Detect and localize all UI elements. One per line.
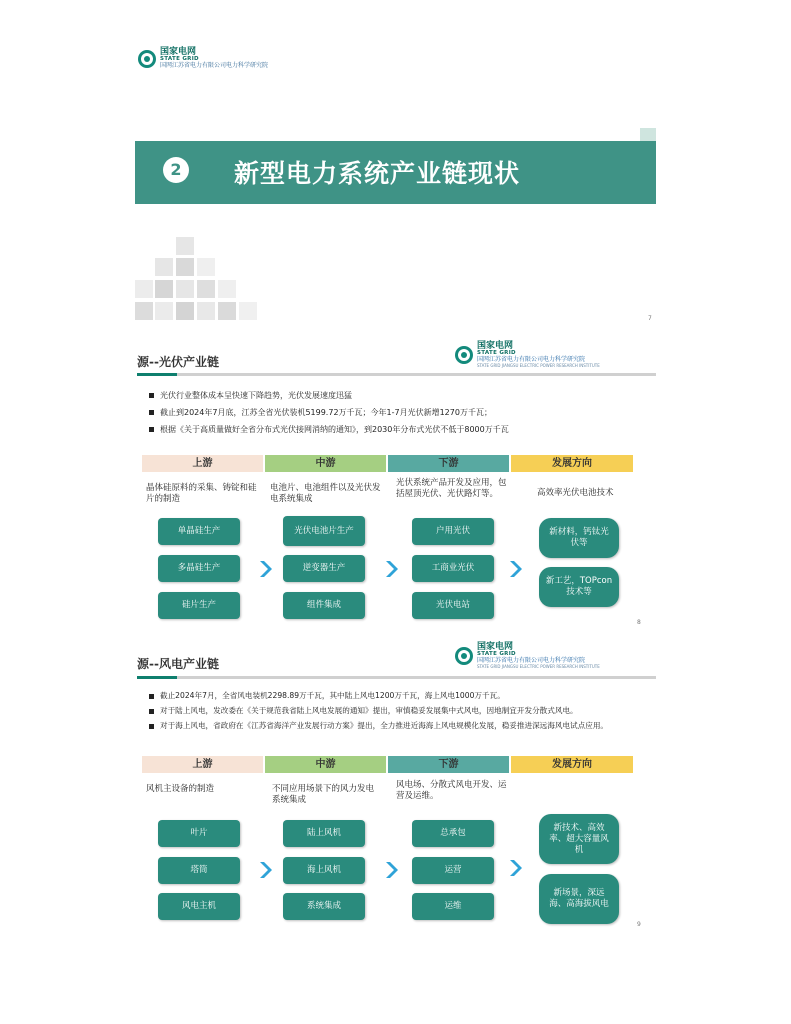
section-title: 新型电力系统产业链现状 bbox=[234, 159, 521, 188]
state-grid-logo-pv: 国家电网 STATE GRID 国网江苏省电力有限公司电力科学研究院 STATE GRID JIANGSU ELECTRIC POWER RESEARCH INSTITUTE bbox=[455, 342, 600, 368]
wind-col-downstream: 下游 bbox=[388, 756, 509, 773]
wind-rule bbox=[137, 676, 177, 679]
chevron-right-icon bbox=[384, 559, 400, 579]
pv-direction-box: 新材料，钙钛光伏等 bbox=[539, 518, 619, 558]
pv-desc-midstream: 电池片、电池组件以及光伏发电系统集成 bbox=[270, 483, 381, 504]
pv-midstream-box: 组件集成 bbox=[283, 592, 365, 619]
chevron-right-icon bbox=[258, 559, 274, 579]
logo-en: STATE GRID bbox=[160, 56, 199, 63]
wind-midstream-box: 系统集成 bbox=[283, 893, 365, 920]
pv-midstream-box: 光伏电池片生产 bbox=[283, 516, 365, 546]
logo-cn: 国家电网 bbox=[160, 47, 197, 57]
wind-desc-midstream: 不同应用场景下的风力发电系统集成 bbox=[272, 784, 375, 805]
page-number-8: 8 bbox=[637, 619, 641, 626]
wind-midstream-box: 陆上风机 bbox=[283, 820, 365, 847]
state-grid-logo-icon bbox=[455, 647, 473, 665]
pv-bullets bbox=[143, 387, 653, 438]
wind-upstream-box: 塔筒 bbox=[158, 857, 240, 884]
pv-col-direction: 发展方向 bbox=[511, 455, 633, 472]
pv-bullet: 截止到2024年7月底，江苏全省光伏装机5199.72万千瓦；今年1-7月光伏新增1270万千瓦； bbox=[143, 404, 653, 421]
chevron-right-icon bbox=[508, 858, 524, 878]
state-grid-logo-wind: 国家电网 STATE GRID 国网江苏省电力有限公司电力科学研究院 STATE GRID JIANGSU ELECTRIC POWER RESEARCH INSTITUTE bbox=[455, 643, 600, 669]
pv-direction-box: 新工艺，TOPcon技术等 bbox=[539, 567, 619, 607]
pv-downstream-box: 光伏电站 bbox=[412, 592, 494, 619]
section-number: 2 bbox=[163, 157, 189, 183]
wind-downstream-box: 总承包 bbox=[412, 820, 494, 847]
wind-bullets bbox=[143, 688, 653, 733]
wind-col-upstream: 上游 bbox=[142, 756, 263, 773]
chevron-right-icon bbox=[258, 860, 274, 880]
state-grid-logo-icon bbox=[455, 346, 473, 364]
pv-col-upstream: 上游 bbox=[142, 455, 263, 472]
pv-bullet: 根据《关于高质量做好全省分布式光伏接网消纳的通知》，到2030年分布式光伏不低于8000万千瓦 bbox=[143, 421, 653, 438]
wind-downstream-box: 运营 bbox=[412, 857, 494, 884]
wind-direction-box: 新技术、高效率、超大容量风机 bbox=[539, 814, 619, 864]
pv-col-midstream: 中游 bbox=[265, 455, 386, 472]
pv-upstream-box: 硅片生产 bbox=[158, 592, 240, 619]
chevron-right-icon bbox=[384, 860, 400, 880]
pv-rule bbox=[137, 373, 177, 376]
pv-downstream-box: 工商业光伏 bbox=[412, 555, 494, 582]
state-grid-logo-icon bbox=[138, 50, 156, 68]
pv-downstream-box: 户用光伏 bbox=[412, 518, 494, 545]
wind-col-midstream: 中游 bbox=[265, 756, 386, 773]
pv-upstream-box: 多晶硅生产 bbox=[158, 555, 240, 582]
chevron-right-icon bbox=[508, 559, 524, 579]
wind-upstream-box: 叶片 bbox=[158, 820, 240, 847]
wind-col-direction: 发展方向 bbox=[511, 756, 633, 773]
wind-slide-title: 源--风电产业链 bbox=[137, 657, 219, 671]
wind-midstream-box: 海上风机 bbox=[283, 857, 365, 884]
wind-direction-box: 新场景，深远海、高海拔风电 bbox=[539, 874, 619, 924]
wind-downstream-box: 运维 bbox=[412, 893, 494, 920]
pv-desc-direction: 高效率光伏电池技术 bbox=[537, 488, 614, 498]
wind-rule-gray bbox=[177, 676, 656, 679]
pv-col-downstream: 下游 bbox=[388, 455, 509, 472]
pv-desc-downstream: 光伏系统产品开发及应用，包括屋顶光伏、光伏路灯等。 bbox=[396, 478, 507, 499]
wind-bullet: 对于海上风电，省政府在《江苏省海洋产业发展行动方案》提出，全力推进近海海上风电规模化发展，稳妥推进深远海风电试点应用。 bbox=[143, 718, 653, 733]
page-number-7: 7 bbox=[648, 315, 652, 322]
pv-bullet: 光伏行业整体成本呈快速下降趋势，光伏发展速度迅猛 bbox=[143, 387, 653, 404]
logo-org: 国网江苏省电力有限公司电力科学研究院 bbox=[160, 62, 269, 70]
wind-bullet: 对于陆上风电，发改委在《关于规范我省陆上风电发展的通知》提出，审慎稳妥发展集中式风电，因地制宜开发分散式风电。 bbox=[143, 703, 653, 718]
pv-slide-title: 源--光伏产业链 bbox=[137, 355, 219, 369]
pv-rule-gray bbox=[177, 373, 656, 376]
state-grid-logo-top bbox=[138, 48, 268, 70]
pv-desc-upstream: 晶体硅原料的采集、铸锭和硅片的制造 bbox=[146, 483, 257, 504]
wind-desc-downstream: 风电场、分散式风电开发、运营及运维。 bbox=[396, 780, 507, 801]
wind-desc-upstream: 风机主设备的制造 bbox=[146, 784, 215, 794]
wind-bullet: 截止2024年7月，全省风电装机2298.89万千瓦，其中陆上风电1200万千瓦，海上风电1000万千瓦。 bbox=[143, 688, 653, 703]
page-number-9: 9 bbox=[637, 921, 641, 928]
wind-upstream-box: 风电主机 bbox=[158, 893, 240, 920]
pv-upstream-box: 单晶硅生产 bbox=[158, 518, 240, 545]
pv-midstream-box: 逆变器生产 bbox=[283, 555, 365, 582]
